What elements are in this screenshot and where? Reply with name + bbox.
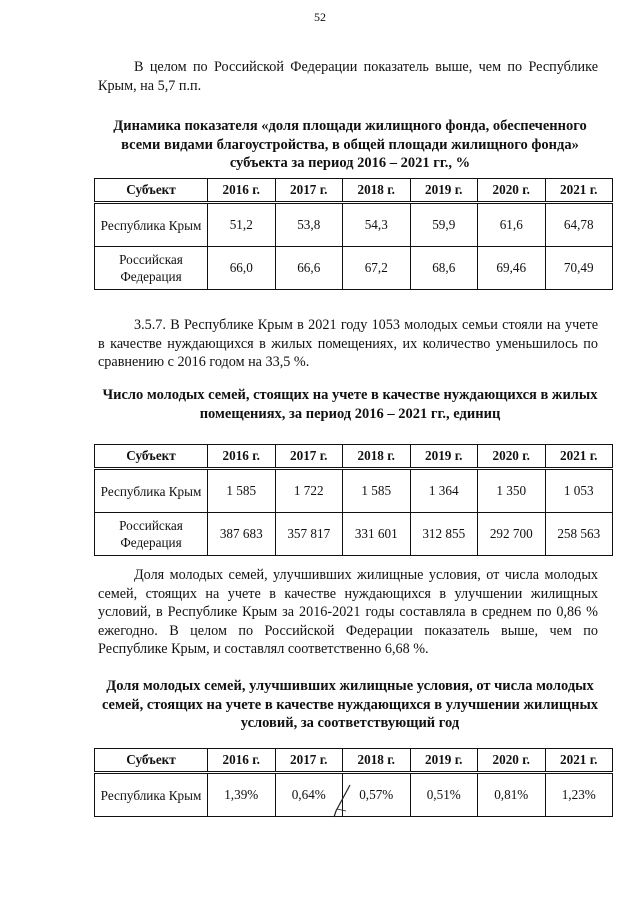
table3-header-4: 2019 г. (410, 749, 478, 773)
table2-value-cell: 1 585 (208, 469, 276, 513)
table2-value-cell: 357 817 (275, 513, 343, 556)
table2-value-cell: 292 700 (478, 513, 546, 556)
table3-value-cell: 0,57% (343, 773, 411, 817)
table2-value-cell: 387 683 (208, 513, 276, 556)
paragraph-improved-conditions-text: Доля молодых семей, улучшивших жилищные условия, от числа молодых семей, стоящих на учете в качестве нуждающихся в улучшении жилищных условий, в Республике Крым за 2016-2021 годы составляла в среднем по 0,86 % ежегодно. В целом по Российской Федерации показатель выше, чем по Республике Крым, и составлял соответственно 6,68 %. (98, 567, 598, 657)
table2-value-cell: 258 563 (545, 513, 613, 556)
table2-subject-cell: Российская Федерация (95, 513, 208, 556)
table2-header-5: 2020 г. (478, 445, 546, 469)
table1-header-1: 2016 г. (208, 179, 276, 203)
paragraph-intro (98, 58, 598, 95)
table3-value-cell: 0,51% (410, 773, 478, 817)
table1-value-cell: 66,0 (208, 247, 276, 290)
table-improved-conditions-share (94, 748, 613, 817)
table2-value-cell: 1 053 (545, 469, 613, 513)
table3-header-1: 2016 г. (208, 749, 276, 773)
table1-header-5: 2020 г. (478, 179, 546, 203)
table2-header-2: 2017 г. (275, 445, 343, 469)
table1-value-cell: 68,6 (410, 247, 478, 290)
table1-value-cell: 64,78 (545, 203, 613, 247)
table1-value-cell: 61,6 (478, 203, 546, 247)
table3-value-cell: 1,23% (545, 773, 613, 817)
table3-header-2: 2017 г. (275, 749, 343, 773)
table2-header-3: 2018 г. (343, 445, 411, 469)
table1-heading: Динамика показателя «доля площади жилищного фонда, обеспеченного всеми видами благоустройства, в общей площади жилищного фонда» субъекта за период 2016 – 2021 гг., % (113, 118, 587, 171)
table3-value-cell: 1,39% (208, 773, 276, 817)
table1-header-6: 2021 г. (545, 179, 613, 203)
table1-value-cell: 53,8 (275, 203, 343, 247)
table2-header-1: 2016 г. (208, 445, 276, 469)
table1-subject-cell: Российская Федерация (95, 247, 208, 290)
table1-header-4: 2019 г. (410, 179, 478, 203)
table2-value-cell: 1 364 (410, 469, 478, 513)
table3-subject-cell: Республика Крым (95, 773, 208, 817)
table3-heading: Доля молодых семей, улучшивших жилищные условия, от числа молодых семей, стоящих на учете в качестве нуждающихся в улучшении жилищных условий, за соответствующий год (101, 678, 599, 731)
table1-header-2: 2017 г. (275, 179, 343, 203)
table2-header-6: 2021 г. (545, 445, 613, 469)
table3-header-6: 2021 г. (545, 749, 613, 773)
table2-value-cell: 312 855 (410, 513, 478, 556)
table-row (95, 513, 613, 556)
table-row (95, 247, 613, 290)
table1-value-cell: 66,6 (275, 247, 343, 290)
table2-subject-cell: Республика Крым (95, 469, 208, 513)
table2-value-cell: 1 350 (478, 469, 546, 513)
table3-value-cell: 0,64% (275, 773, 343, 817)
table3-header-3: 2018 г. (343, 749, 411, 773)
table-young-families-count (94, 444, 613, 556)
table2-value-cell: 1 722 (275, 469, 343, 513)
table-housing-amenities (94, 178, 613, 290)
pen-mark-icon (332, 781, 352, 821)
table2-heading: Число молодых семей, стоящих на учете в качестве нуждающихся в жилых помещениях, за период 2016 – 2021 гг., единиц (102, 387, 598, 422)
table-row (95, 469, 613, 513)
table1-value-cell: 69,46 (478, 247, 546, 290)
paragraph-intro-text: В целом по Российской Федерации показатель выше, чем по Республике Крым, на 5,7 п.п. (98, 59, 598, 94)
table2-header-4: 2019 г. (410, 445, 478, 469)
table2-value-cell: 1 585 (343, 469, 411, 513)
table-row (95, 773, 613, 817)
table2-value-cell: 331 601 (343, 513, 411, 556)
table1-value-cell: 51,2 (208, 203, 276, 247)
table1-header-3: 2018 г. (343, 179, 411, 203)
paragraph-young-families (98, 316, 598, 372)
table-row (95, 203, 613, 247)
table3-header-0: Субъект (95, 749, 208, 773)
table1-header-0: Субъект (95, 179, 208, 203)
table1-value-cell: 67,2 (343, 247, 411, 290)
paragraph-improved-conditions (98, 566, 598, 659)
table1-value-cell: 59,9 (410, 203, 478, 247)
table3-header-5: 2020 г. (478, 749, 546, 773)
table1-value-cell: 70,49 (545, 247, 613, 290)
paragraph-young-families-text: 3.5.7. В Республике Крым в 2021 году 1053 молодых семьи стояли на учете в качестве нуждающихся в жилых помещениях, их количество уменьшилось по сравнению с 2016 годом на 33,5 %. (98, 317, 598, 370)
table1-value-cell: 54,3 (343, 203, 411, 247)
table2-header-0: Субъект (95, 445, 208, 469)
page-number: 52 (314, 10, 326, 24)
table1-subject-cell: Республика Крым (95, 203, 208, 247)
table3-value-cell: 0,81% (478, 773, 546, 817)
